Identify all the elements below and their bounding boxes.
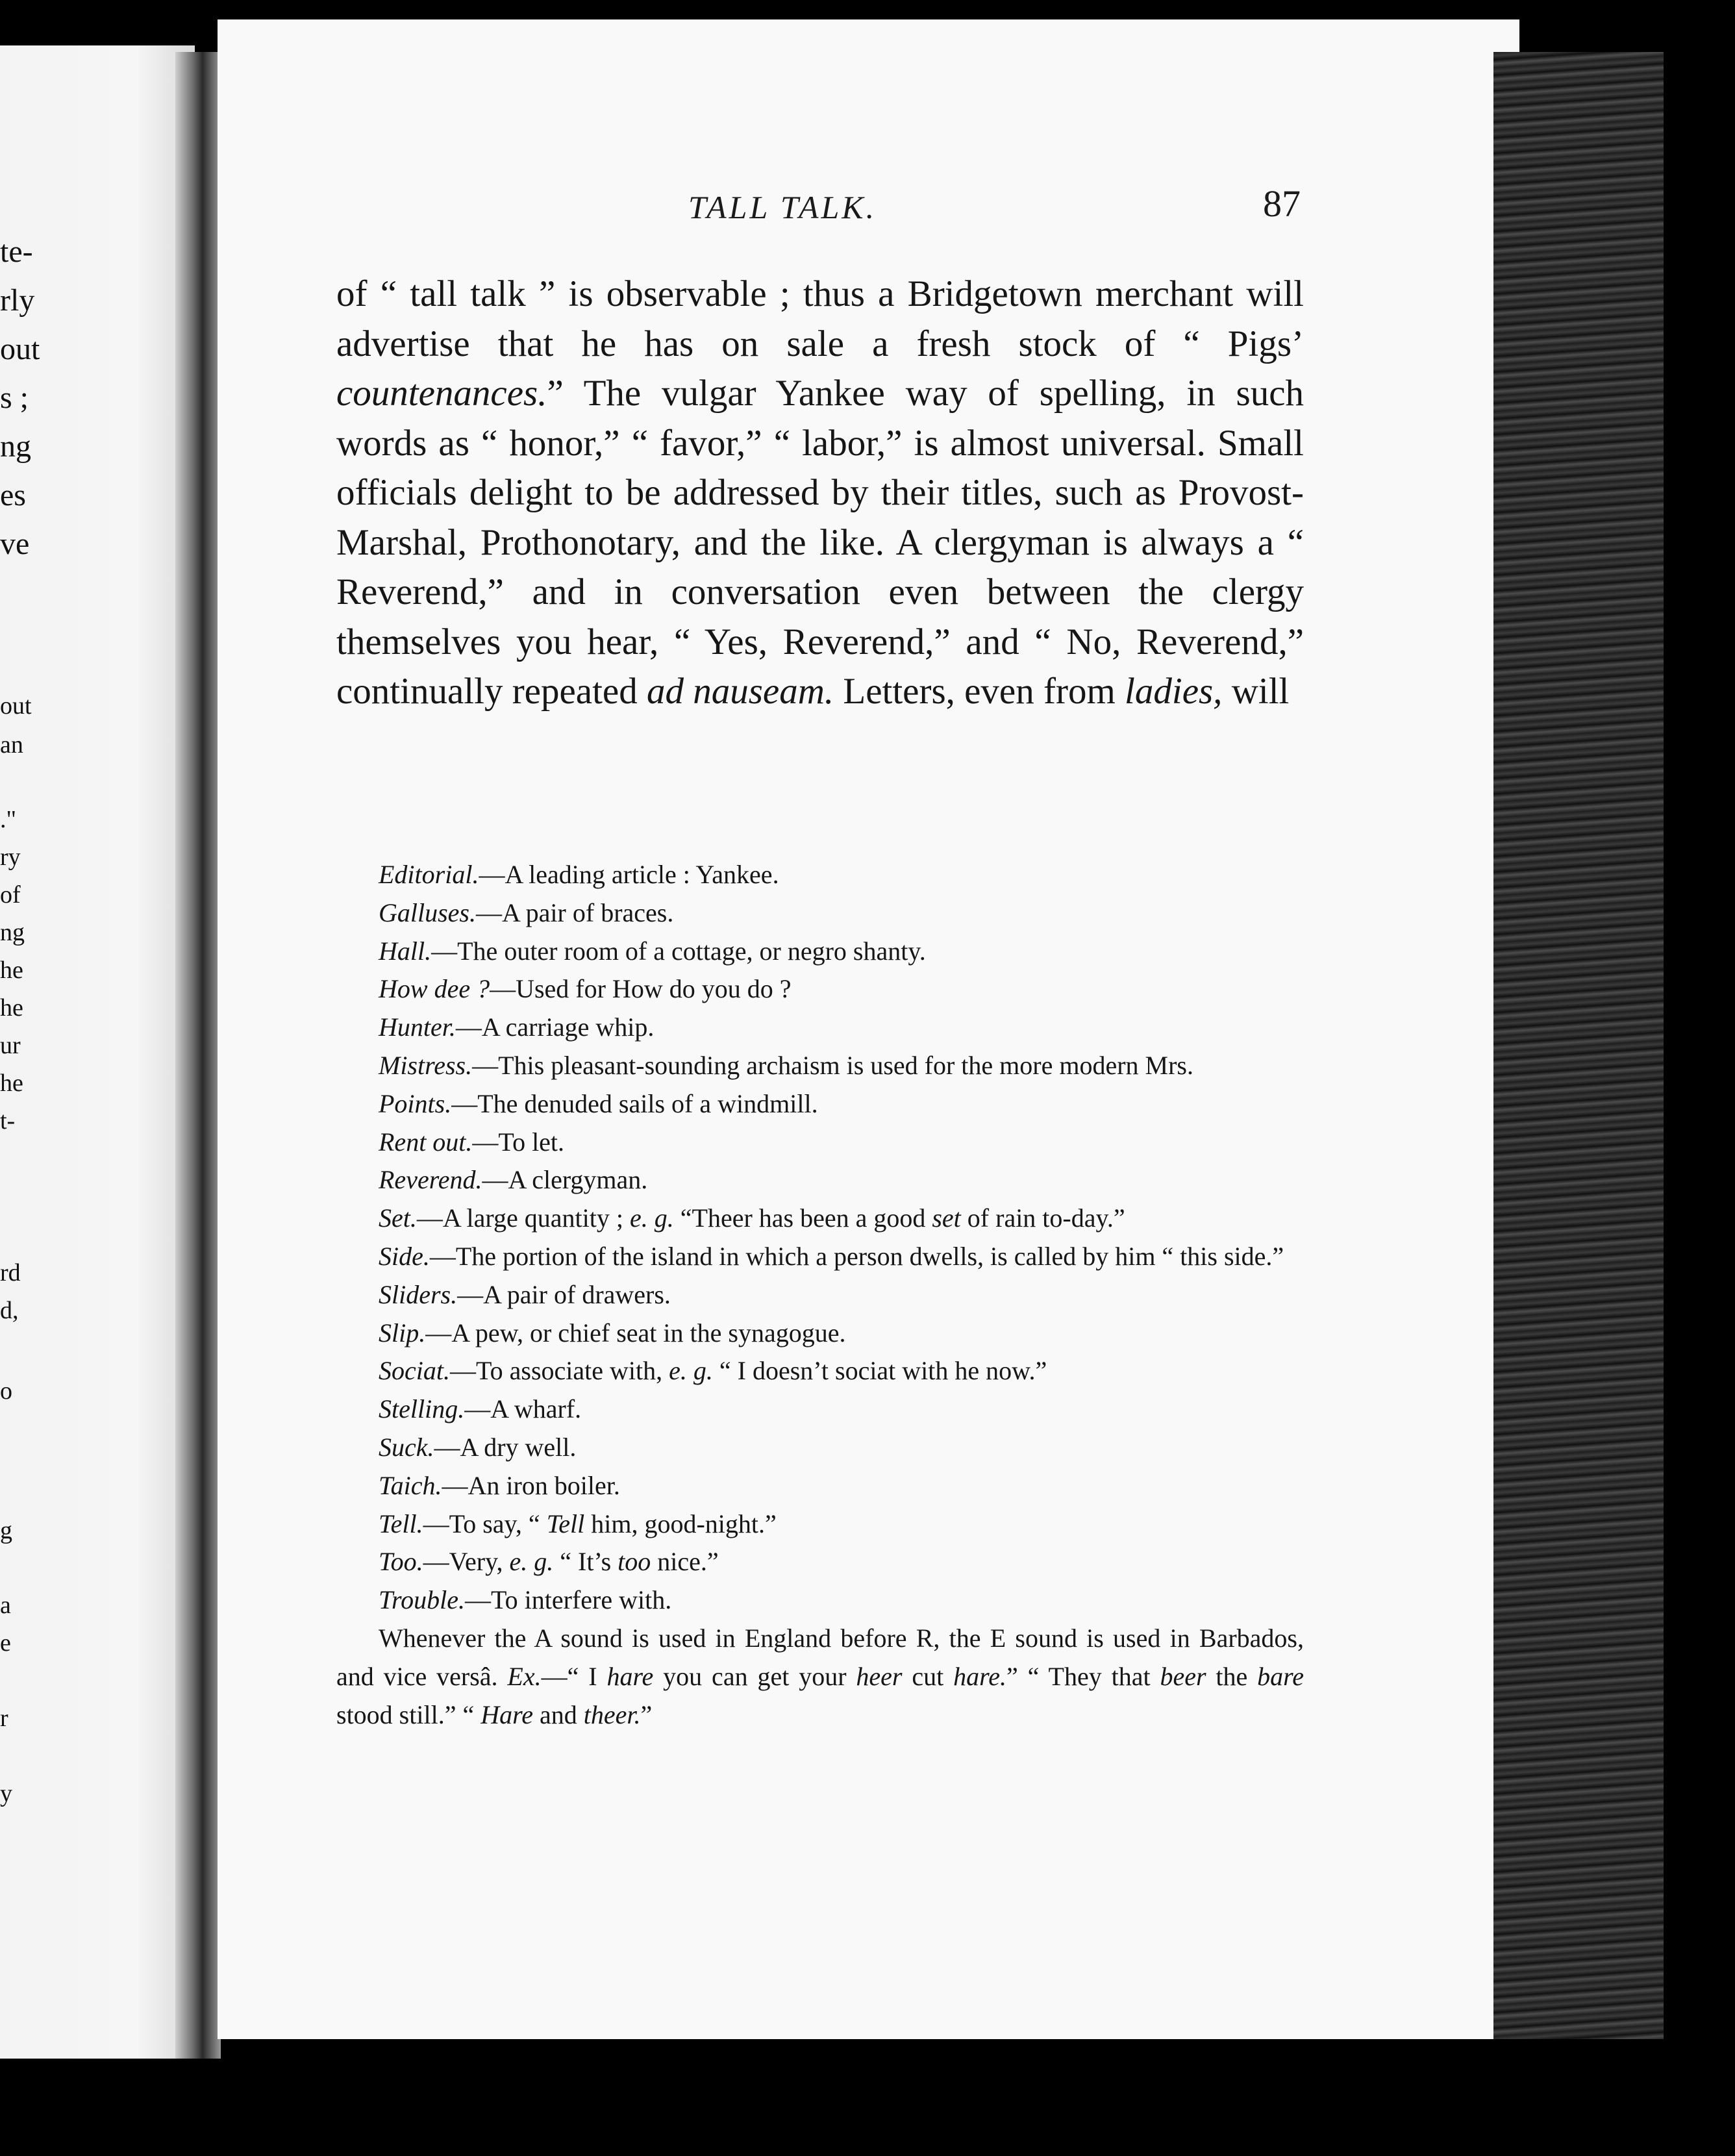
glossary-eg: e. g. (669, 1356, 713, 1386)
left-fragment: ve (0, 527, 30, 561)
closing-text: ” “ They that (1006, 1661, 1160, 1691)
left-fragment: of (0, 881, 21, 909)
left-fragment: t- (0, 1107, 16, 1134)
glossary-entry-sociat (336, 1352, 1304, 1390)
glossary-term: Reverend. (379, 1165, 482, 1195)
glossary-term: Galluses. (379, 897, 476, 927)
left-fragment: ng (0, 919, 25, 946)
left-fragment: o (0, 1377, 12, 1405)
left-fragment: d, (0, 1297, 19, 1324)
glossary-term: Tell. (379, 1509, 423, 1538)
closing-italic: hare. (953, 1661, 1006, 1691)
body-text-segment: of “ tall talk ” is observable ; thus a Bridgetown merchant will advertise that he has on sale a fresh stock of “ Pigs’ (336, 273, 1304, 364)
left-fragment: r (0, 1705, 8, 1732)
glossary-definition: —A dry well. (434, 1432, 577, 1462)
glossary-definition: “ I doesn’t sociat with he now.” (712, 1356, 1047, 1386)
glossary-term: Sliders. (379, 1279, 458, 1309)
glossary-definition: —A pew, or chief seat in the synagogue. (425, 1318, 846, 1348)
body-text-italic: ad nauseam. (646, 671, 834, 712)
glossary-term: Sociat. (379, 1356, 450, 1386)
glossary-term: How dee ? (379, 974, 490, 1004)
closing-italic: hare (606, 1661, 654, 1691)
left-fragment: es (0, 478, 26, 512)
left-fragment: out (0, 692, 32, 720)
glossary-definition: —Used for How do you do ? (490, 974, 792, 1004)
glossary-definition: —To interfere with. (465, 1585, 672, 1615)
glossary-definition: —A large quantity ; (416, 1203, 630, 1233)
page-number: 87 (1263, 182, 1301, 225)
glossary-term: Too. (379, 1547, 423, 1577)
glossary-definition: —To let. (472, 1127, 565, 1157)
glossary-entry-set (336, 1199, 1304, 1238)
glossary-definition: “Theer has been a good (673, 1203, 932, 1233)
body-paragraph (336, 270, 1304, 717)
glossary-entry-slip (336, 1314, 1304, 1353)
glossary-list (336, 856, 1304, 1734)
glossary-definition: —A leading article : Yankee. (479, 860, 779, 889)
page-edge-shadow (1493, 52, 1709, 2039)
glossary-entry-suck (336, 1429, 1304, 1467)
glossary-entry-side (336, 1238, 1304, 1276)
body-text-segment: Letters, even from (834, 671, 1125, 712)
glossary-term: Points. (379, 1088, 452, 1118)
glossary-definition: “ It’s (553, 1547, 618, 1577)
glossary-definition: —The outer room of a cottage, or negro shanty. (431, 936, 926, 966)
left-fragment: an (0, 731, 23, 758)
glossary-example-italic: too (618, 1547, 651, 1577)
glossary-entry-points (336, 1085, 1304, 1123)
glossary-entry-tell (336, 1505, 1304, 1544)
left-fragment: ur (0, 1032, 21, 1059)
closing-italic: Ex. (507, 1661, 542, 1691)
glossary-definition: of rain to-day.” (960, 1203, 1125, 1233)
glossary-term: Side. (379, 1241, 430, 1271)
body-text-segment: will (1222, 671, 1290, 712)
closing-italic: beer (1160, 1661, 1206, 1691)
glossary-entry-how-dee (336, 970, 1304, 1009)
glossary-definition: —A carriage whip. (455, 1012, 655, 1042)
closing-text: ” (640, 1699, 653, 1729)
left-fragment: g (0, 1517, 12, 1544)
glossary-definition: —Very, (423, 1547, 510, 1577)
closing-paragraph (336, 1620, 1304, 1734)
glossary-entry-editorial (336, 856, 1304, 894)
glossary-definition: him, good-night.” (584, 1509, 777, 1538)
glossary-definition: —To say, “ (423, 1509, 547, 1538)
left-fragment: ng (0, 429, 31, 464)
glossary-term: Set. (379, 1203, 417, 1233)
closing-text: the (1206, 1661, 1258, 1691)
left-page (0, 45, 195, 2059)
glossary-term: Suck. (379, 1432, 434, 1462)
closing-text: —“ I (541, 1661, 607, 1691)
closing-italic: theer. (583, 1699, 641, 1729)
glossary-eg: e. g. (509, 1547, 554, 1577)
glossary-definition: —A wharf. (464, 1394, 582, 1424)
glossary-eg: e. g. (629, 1203, 674, 1233)
glossary-entry-hall (336, 933, 1304, 971)
glossary-entry-galluses (336, 894, 1304, 933)
glossary-definition: —This pleasant-sounding archaism is used for the more modern Mrs. (472, 1050, 1193, 1080)
glossary-term: Rent out. (379, 1127, 473, 1157)
glossary-entry-mistress (336, 1047, 1304, 1085)
glossary-entry-rent-out (336, 1123, 1304, 1162)
glossary-entry-taich (336, 1467, 1304, 1505)
glossary-entry-reverend (336, 1161, 1304, 1199)
closing-text: cut (902, 1661, 954, 1691)
glossary-definition: —A pair of braces. (476, 897, 674, 927)
glossary-term: Stelling. (379, 1394, 465, 1424)
glossary-definition: —To associate with, (449, 1356, 669, 1386)
left-fragment: a (0, 1592, 11, 1619)
glossary-entry-trouble (336, 1581, 1304, 1620)
glossary-definition: —The denuded sails of a windmill. (451, 1088, 818, 1118)
glossary-definition: —The portion of the island in which a person dwells, is called by him “ this side.” (429, 1241, 1284, 1271)
glossary-definition: —A clergyman. (482, 1165, 648, 1195)
left-fragment: ry (0, 844, 21, 871)
closing-italic: heer (856, 1661, 903, 1691)
glossary-entry-too (336, 1543, 1304, 1581)
left-page-fragments (0, 45, 65, 2059)
closing-italic: Hare (481, 1699, 533, 1729)
left-fragment: he (0, 1070, 23, 1097)
body-text-segment: ” The vulgar Yankee way of spelling, in such words as “ honor,” “ favor,” “ labor,” is almost universal. Small officials delight to be addressed by their titles, such as Provost-Marshal, Prothonotary, and the like. A clergyman is always a “ Reverend,” and in conversation even between the clergy themselves you hear, “ Yes, Reverend,” and “ No, Reverend,” continually repeated (336, 373, 1304, 712)
glossary-term: Slip. (379, 1318, 426, 1348)
book-gutter (175, 52, 221, 2059)
left-fragment: s ; (0, 381, 29, 415)
glossary-term: Trouble. (379, 1585, 465, 1615)
closing-text: and (532, 1699, 584, 1729)
glossary-term: Hunter. (379, 1012, 456, 1042)
left-fragment: e (0, 1629, 11, 1657)
closing-text: stood still.” “ (336, 1699, 481, 1729)
glossary-entry-sliders (336, 1276, 1304, 1314)
left-fragment: he (0, 957, 23, 984)
glossary-definition: —A pair of drawers. (457, 1279, 671, 1309)
glossary-example-italic: Tell (546, 1509, 585, 1538)
glossary-entry-stelling (336, 1390, 1304, 1429)
body-text-italic: countenances. (336, 373, 547, 414)
closing-italic: bare (1257, 1661, 1304, 1691)
glossary-term: Editorial. (379, 860, 479, 889)
glossary-term: Taich. (379, 1470, 442, 1500)
glossary-definition: —An iron boiler. (442, 1470, 620, 1500)
left-fragment: ." (0, 806, 17, 833)
left-fragment: y (0, 1780, 12, 1807)
closing-text: you can get your (653, 1661, 856, 1691)
glossary-term: Mistress. (379, 1050, 473, 1080)
running-title: TALL TALK. (688, 189, 877, 225)
glossary-entry-hunter (336, 1009, 1304, 1047)
left-fragment: rd (0, 1259, 21, 1286)
glossary-example-italic: set (932, 1203, 961, 1233)
left-fragment: out (0, 332, 40, 366)
left-fragment: te- (0, 234, 33, 269)
left-fragment: rly (0, 283, 35, 318)
glossary-definition: nice.” (651, 1547, 719, 1577)
body-text-italic: ladies, (1125, 671, 1223, 712)
glossary-term: Hall. (379, 936, 432, 966)
left-fragment: he (0, 994, 23, 1022)
closing-text: Whenever the A sound is used in England before R, the E sound is used in Barbados, and vice versâ. (336, 1623, 1304, 1691)
